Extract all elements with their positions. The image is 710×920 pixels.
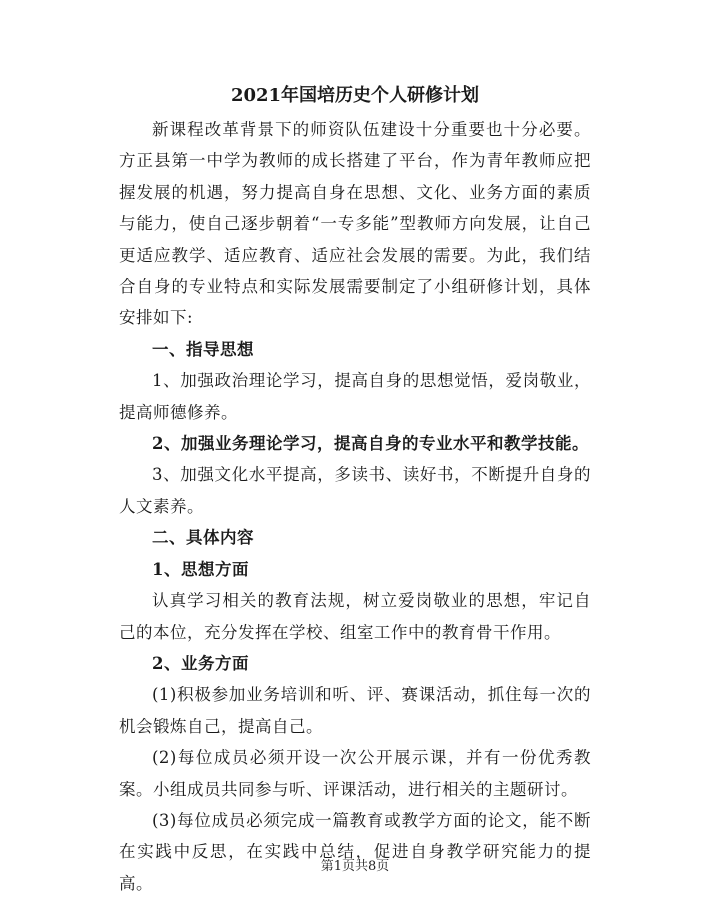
list-item: (1)积极参加业务培训和听、评、赛课活动，抓住每一次的机会锻炼自己，提高自己。 [119,685,591,736]
list-item: 2、加强业务理论学习，提高自身的专业水平和教学技能。 [152,434,589,454]
section-heading-specific-content: 二、具体内容 [152,528,254,548]
subsection-heading-business: 2、业务方面 [152,653,249,673]
list-item: 1、加强政治理论学习，提高自身的思想觉悟，爱岗敬业，提高师德修养。 [119,371,591,422]
body-paragraph: 认真学习相关的教育法规，树立爱岗敬业的思想，牢记自己的本位，充分发挥在学校、组室工作中的教育骨干作用。 [119,591,591,642]
list-item: (3)每位成员必须完成一篇教育或教学方面的论文，能不断在实践中反思，在实践中总结，促进自身教学研究能力的提高。 [119,810,591,893]
intro-paragraph: 新课程改革背景下的师资队伍建设十分重要也十分必要。方正县第一中学为教师的成长搭建了平台，作为青年教师应把握发展的机遇，努力提高自身在思想、文化、业务方面的素质与能力，使自己逐步朝着“一专多能”型教师方向发展，让自己更适应教学、适应教育、适应社会发展的需要。为此，我们结合自身的专业特点和实际发展需要制定了小组研修计划，具体安排如下: [119,120,591,328]
page-number-footer: 第1页共8页 [320,859,390,874]
subsection-heading-ideology: 1、思想方面 [152,559,249,579]
document-body [119,114,591,899]
section-heading-guiding-ideology: 一、指导思想 [152,339,254,359]
list-item: (2)每位成员必须开设一次公开展示课，并有一份优秀教案。小组成员共同参与听、评课活动，进行相关的主题研讨。 [119,748,591,799]
document-title: 2021年国培历史个人研修计划 [230,85,480,106]
list-item: 3、加强文化水平提高，多读书、读好书，不断提升自身的人文素养。 [119,465,591,516]
